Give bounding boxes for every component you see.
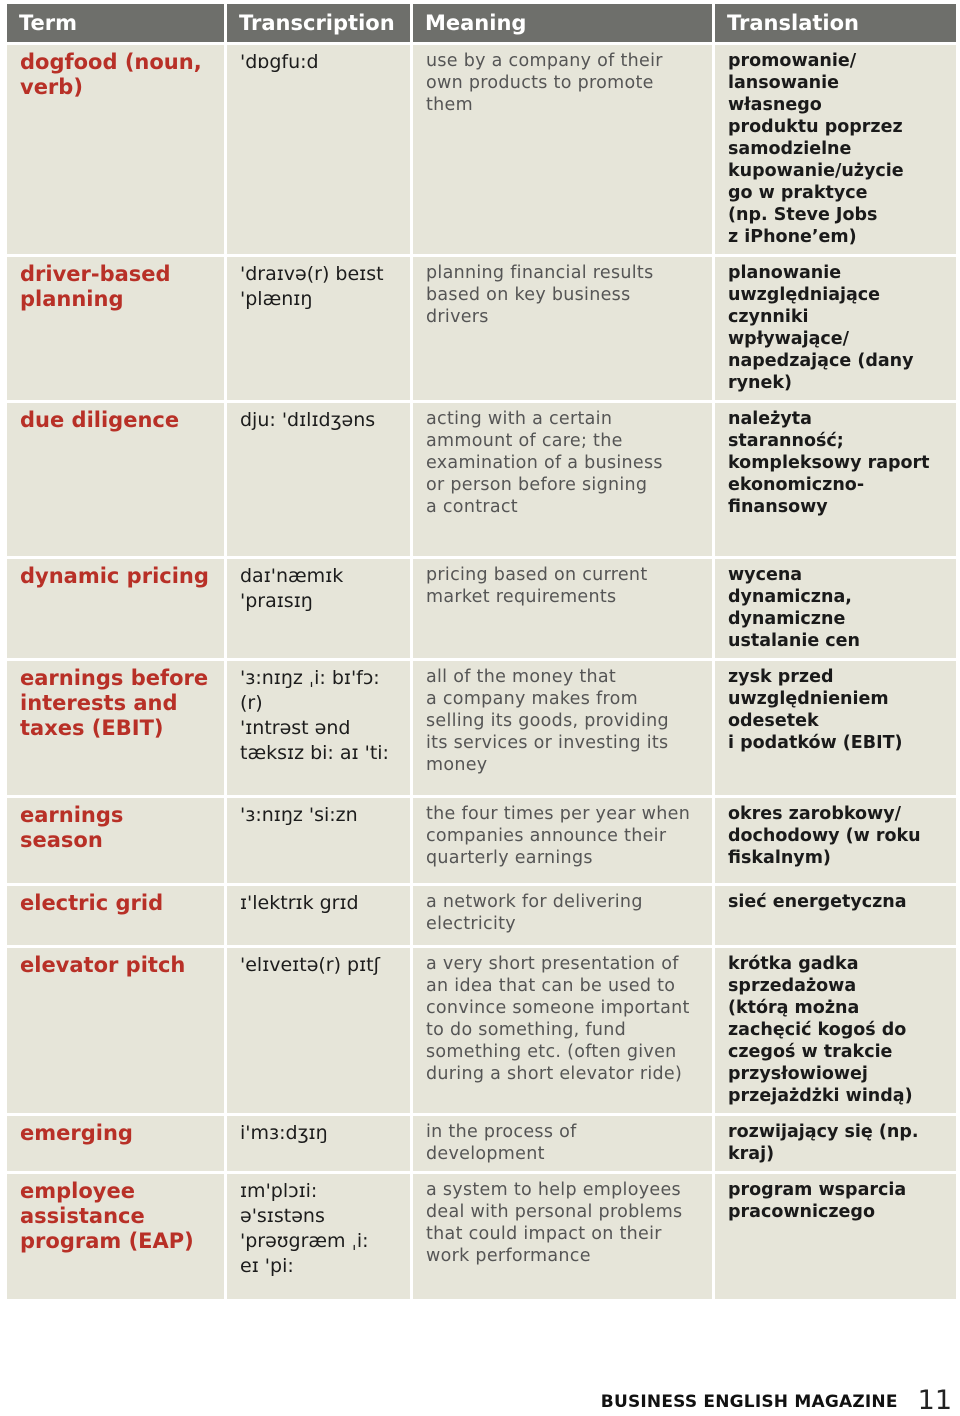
translation-cell: okres zarobkowy/ dochodowy (w roku fiskalnym)	[714, 797, 958, 885]
meaning-cell: acting with a certain ammount of care; the examination of a business or person before signing a contract	[412, 402, 714, 558]
transcription-cell: ɪ'lektrɪk grɪd	[226, 885, 412, 947]
transcription-cell: ɪm'plɔɪi: ə'sɪstəns 'prəʊgræm ˌi: eɪ 'pi:	[226, 1173, 412, 1301]
translation-cell: rozwijający się (np. kraj)	[714, 1115, 958, 1173]
page-footer	[0, 1385, 952, 1416]
table-row	[6, 558, 958, 660]
transcription-cell: dju: 'dɪlɪdʒəns	[226, 402, 412, 558]
meaning-cell: pricing based on current market requirements	[412, 558, 714, 660]
table-row	[6, 885, 958, 947]
transcription-cell: 'dɒgfu:d	[226, 44, 412, 256]
translation-cell: planowanie uwzględniające czynniki wpływające/ napedzające (dany rynek)	[714, 256, 958, 402]
vocabulary-table	[4, 4, 959, 1302]
magazine-name: BUSINESS ENGLISH MAGAZINE	[600, 1392, 898, 1412]
header-transcription: Transcription	[226, 4, 412, 44]
transcription-cell: 'ɜ:nɪŋz ˌi: bɪ'fɔ:(r) 'ɪntrəst ənd tæksɪz bi: aɪ 'ti:	[226, 660, 412, 797]
term-cell: dynamic pricing	[6, 558, 226, 660]
table-header	[6, 4, 958, 44]
transcription-cell: 'ɜ:nɪŋz 'si:zn	[226, 797, 412, 885]
transcription-cell: 'draɪvə(r) beɪst 'plænɪŋ	[226, 256, 412, 402]
table-row	[6, 44, 958, 256]
meaning-cell: use by a company of their own products to promote them	[412, 44, 714, 256]
translation-cell: program wsparcia pracowniczego	[714, 1173, 958, 1301]
header-meaning: Meaning	[412, 4, 714, 44]
meaning-cell: planning financial results based on key business drivers	[412, 256, 714, 402]
meaning-cell: a network for delivering electricity	[412, 885, 714, 947]
term-cell: earnings before interests and taxes (EBIT)	[6, 660, 226, 797]
table-body	[6, 44, 958, 1301]
term-cell: electric grid	[6, 885, 226, 947]
table-row	[6, 402, 958, 558]
meaning-cell: all of the money that a company makes from selling its goods, providing its services or investing its money	[412, 660, 714, 797]
translation-cell: zysk przed uwzględnieniem odesetek i podatków (EBIT)	[714, 660, 958, 797]
header-translation: Translation	[714, 4, 958, 44]
table-row	[6, 797, 958, 885]
table-row	[6, 947, 958, 1115]
table-row	[6, 660, 958, 797]
translation-cell: należyta staranność; kompleksowy raport ekonomiczno- finansowy	[714, 402, 958, 558]
meaning-cell: a system to help employees deal with personal problems that could impact on their work performance	[412, 1173, 714, 1301]
transcription-cell: i'mɜ:dʒɪŋ	[226, 1115, 412, 1173]
translation-cell: wycena dynamiczna, dynamiczne ustalanie cen	[714, 558, 958, 660]
meaning-cell: in the process of development	[412, 1115, 714, 1173]
term-cell: due diligence	[6, 402, 226, 558]
meaning-cell: the four times per year when companies announce their quarterly earnings	[412, 797, 714, 885]
table-row	[6, 1115, 958, 1173]
table-row	[6, 1173, 958, 1301]
translation-cell: sieć energetyczna	[714, 885, 958, 947]
term-cell: driver-based planning	[6, 256, 226, 402]
translation-cell: promowanie/ lansowanie własnego produktu poprzez samodzielne kupowanie/użycie go w praktyce (np. Steve Jobs z iPhone’em)	[714, 44, 958, 256]
table-row	[6, 256, 958, 402]
header-term: Term	[6, 4, 226, 44]
term-cell: employee assistance program (EAP)	[6, 1173, 226, 1301]
term-cell: elevator pitch	[6, 947, 226, 1115]
page-number: 11	[917, 1385, 952, 1416]
term-cell: earnings season	[6, 797, 226, 885]
transcription-cell: 'elɪveɪtə(r) pɪtʃ	[226, 947, 412, 1115]
term-cell: dogfood (noun, verb)	[6, 44, 226, 256]
translation-cell: krótka gadka sprzedażowa (którą można zachęcić kogoś do czegoś w trakcie przysłowiowej przejażdżki windą)	[714, 947, 958, 1115]
header-row	[6, 4, 958, 44]
term-cell: emerging	[6, 1115, 226, 1173]
meaning-cell: a very short presentation of an idea that can be used to convince someone important to do something, fund something etc. (often given during a short elevator ride)	[412, 947, 714, 1115]
transcription-cell: daɪ'næmɪk 'praɪsɪŋ	[226, 558, 412, 660]
